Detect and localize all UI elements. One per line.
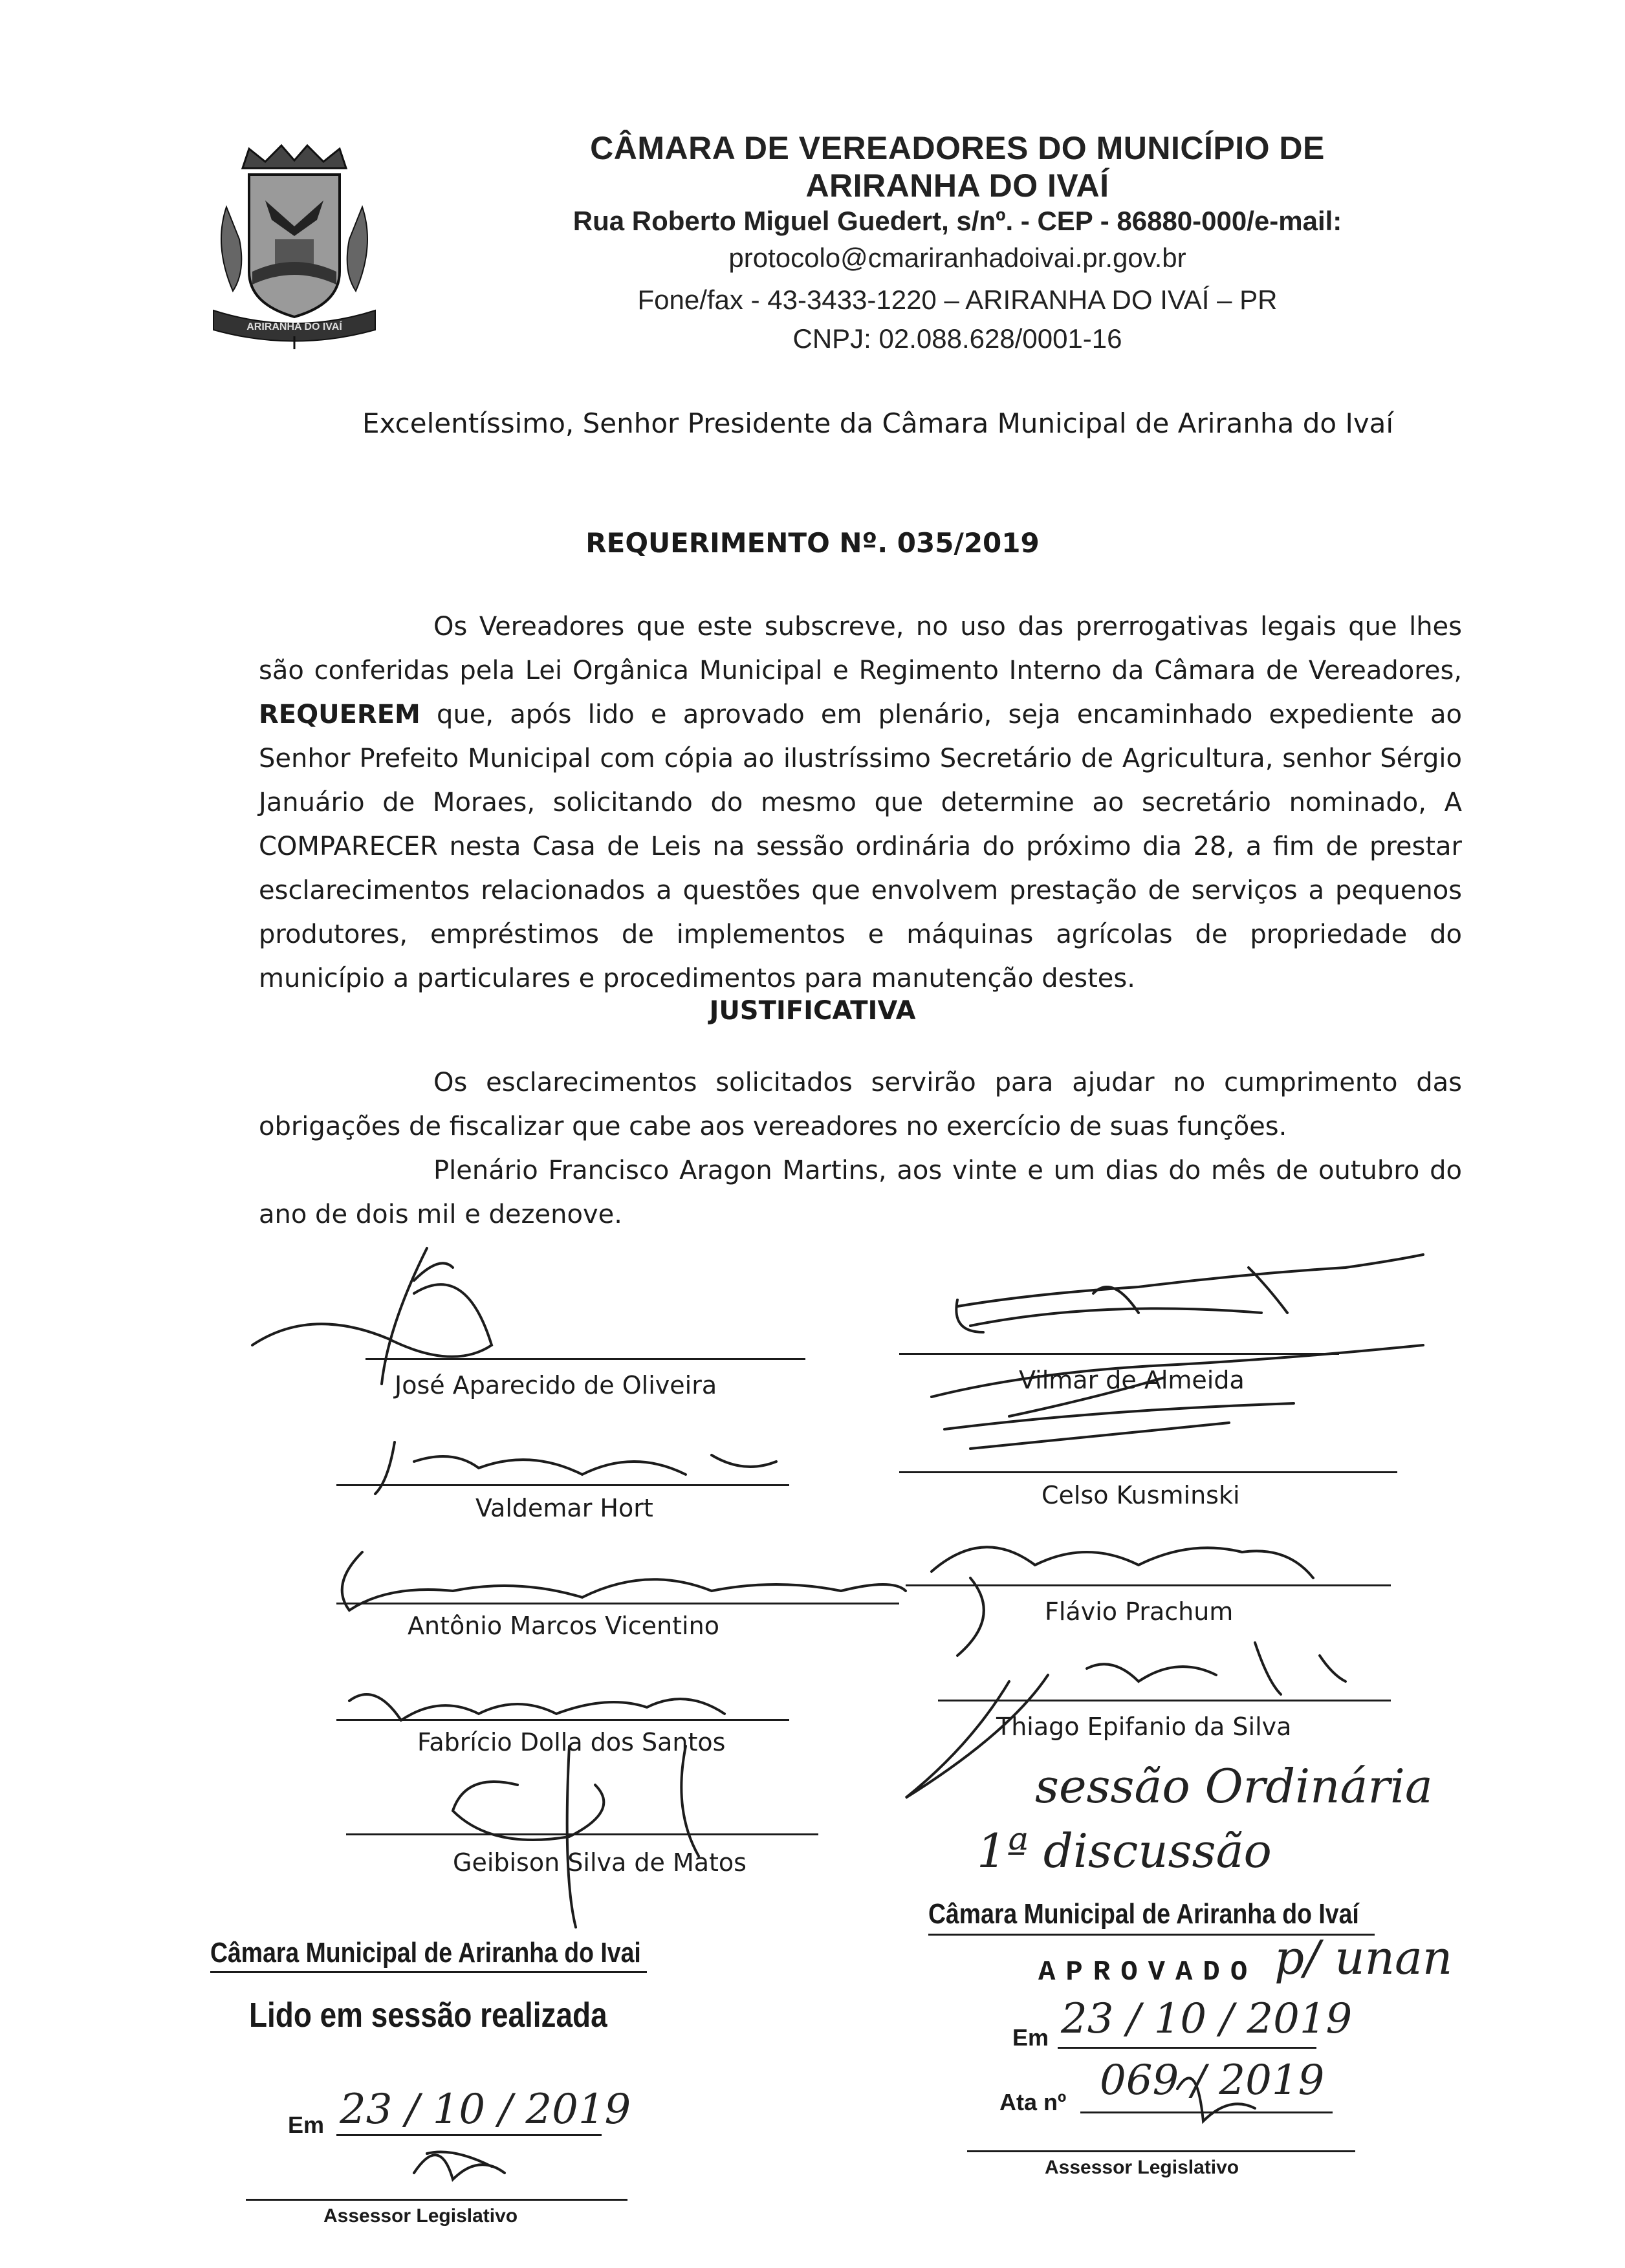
signature-valdemar: [375, 1442, 776, 1494]
closing-paragraph: Plenário Francisco Aragon Martins, aos vinte e um dias do mês de outubro do ano de dois mil e dezenove.: [259, 1156, 1462, 1229]
signatory-name: Fabrício Dolla dos Santos: [417, 1728, 726, 1756]
signature-celso: [932, 1345, 1423, 1449]
address-line: Rua Roberto Miguel Guedert, s/nº. - CEP - 86880-000/e-mail:: [573, 206, 1342, 236]
signature-line: [336, 1603, 899, 1604]
body-rest-text: que, após lido e aprovado em plenário, seja encaminhado expediente ao Senhor Prefeito Municipal com cópia ao ilustríssimo Secretário de Agricultura, senhor Sérgio Januário de Moraes, solicitando do mesmo que determine ao secretário nominado, A COMPARECER nesta Casa de Leis na sessão ordinária do próximo dia 28, a fim de prestar esclarecimentos relacionados a questões que envolvem prestação de serviços a pequenos produtores, empréstimos de implementos e máquinas agrícolas de propriedade do município a particulares e procedimentos para manutenção destes.: [259, 700, 1462, 993]
signatory-name: Flávio Prachum: [1045, 1597, 1234, 1626]
stamp-right-sign-rule: [967, 2150, 1355, 2152]
crest-banner-text: ARIRANHA DO IVAÍ: [246, 321, 342, 332]
signature-line: [365, 1358, 805, 1360]
stamp-left-text: Lido em sessão realizada: [249, 1996, 607, 2035]
stamp-left-org: Câmara Municipal de Ariranha do Ivai: [210, 1937, 641, 1969]
email-line: protocolo@cmariranhadoivai.pr.gov.br: [728, 243, 1186, 273]
signature-line: [336, 1719, 789, 1721]
signature-vilmar: [956, 1255, 1423, 1332]
signature-line: [938, 1700, 1391, 1701]
signatory-name: Geibison Silva de Matos: [453, 1848, 747, 1877]
signatory-name: Valdemar Hort: [475, 1494, 653, 1522]
stamp-right-aprovado: APROVADO: [1038, 1956, 1258, 1989]
handwritten-session-note: sessão Ordinária: [1035, 1759, 1433, 1813]
signatory-name: Antônio Marcos Vicentino: [408, 1612, 719, 1640]
stamp-left-em-label: Em: [288, 2111, 325, 2138]
requerimento-title: REQUERIMENTO Nº. 035/2019: [585, 527, 1040, 559]
justificativa-paragraph: Os esclarecimentos solicitados servirão para ajudar no cumprimento das obrigações de fiscalizar que cabe aos vereadores no exercício de suas funções.: [259, 1068, 1462, 1141]
stamp-right-role: Assessor Legislativo: [1045, 2157, 1239, 2178]
stamp-right-ata-rule: [1080, 2111, 1333, 2113]
signature-assessor-left: [414, 2152, 505, 2180]
stamp-right-aprovado-hand: p/ unan: [1274, 1930, 1453, 1985]
stamp-left-date: 23 / 10 / 2019: [340, 2086, 631, 2133]
stamp-right-org: Câmara Municipal de Ariranha do Ivaí: [928, 1898, 1359, 1930]
justificativa-title: JUSTIFICATIVA: [709, 996, 916, 1026]
salutation: Excelentíssimo, Senhor Presidente da Câmara Municipal de Ariranha do Ivaí: [362, 407, 1394, 439]
stamp-right-em-label: Em: [1012, 2024, 1049, 2051]
signature-geibison: [453, 1746, 699, 1927]
request-body: [259, 605, 1462, 1000]
body-bold-requerem: REQUEREM: [259, 700, 420, 729]
signature-line: [906, 1584, 1391, 1586]
signature-jose: [252, 1248, 492, 1384]
stamp-left-date-rule: [336, 2134, 602, 2136]
signature-line: [899, 1471, 1397, 1473]
cnpj-line: CNPJ: 02.088.628/0001-16: [792, 323, 1122, 354]
justificativa-body: [259, 1061, 1462, 1237]
signatory-name: Thiago Epifanio da Silva: [996, 1712, 1292, 1741]
handwritten-discussion-note: 1ª discussão: [977, 1824, 1272, 1878]
signature-antonio: [342, 1552, 906, 1610]
stamp-right-date-rule: [1058, 2047, 1316, 2049]
signatory-name: Vilmar de Almeida: [1019, 1366, 1245, 1394]
signature-line: [899, 1353, 1339, 1355]
signatory-name: Celso Kusminski: [1042, 1481, 1240, 1509]
signature-line: [336, 1484, 789, 1486]
stamp-right-date: 23 / 10 / 2019: [1061, 1995, 1353, 2043]
signatory-name: José Aparecido de Oliveira: [395, 1371, 717, 1399]
stamp-left-sign-rule: [246, 2199, 627, 2201]
chamber-title: CÂMARA DE VEREADORES DO MUNICÍPIO DE ARIRANHA DO IVAÍ: [590, 130, 1325, 204]
municipal-crest-icon: [188, 142, 401, 349]
phone-line: Fone/fax - 43-3433-1220 – ARIRANHA DO IVAÍ – PR: [637, 285, 1278, 315]
stamp-left-rule: [210, 1971, 647, 1973]
stamp-right-ata-number: 069 / 2019: [1100, 2057, 1325, 2104]
stamp-right-ata-label: Ata nº: [999, 2089, 1067, 2115]
signature-fabricio: [349, 1694, 725, 1720]
body-lead-text: Os Vereadores que este subscreve, no uso das prerrogativas legais que lhes são conferidas pela Lei Orgânica Municipal e Regimento Interno da Câmara de Vereadores,: [259, 612, 1462, 686]
signature-line: [346, 1833, 818, 1835]
stamp-left-role: Assessor Legislativo: [323, 2205, 518, 2227]
